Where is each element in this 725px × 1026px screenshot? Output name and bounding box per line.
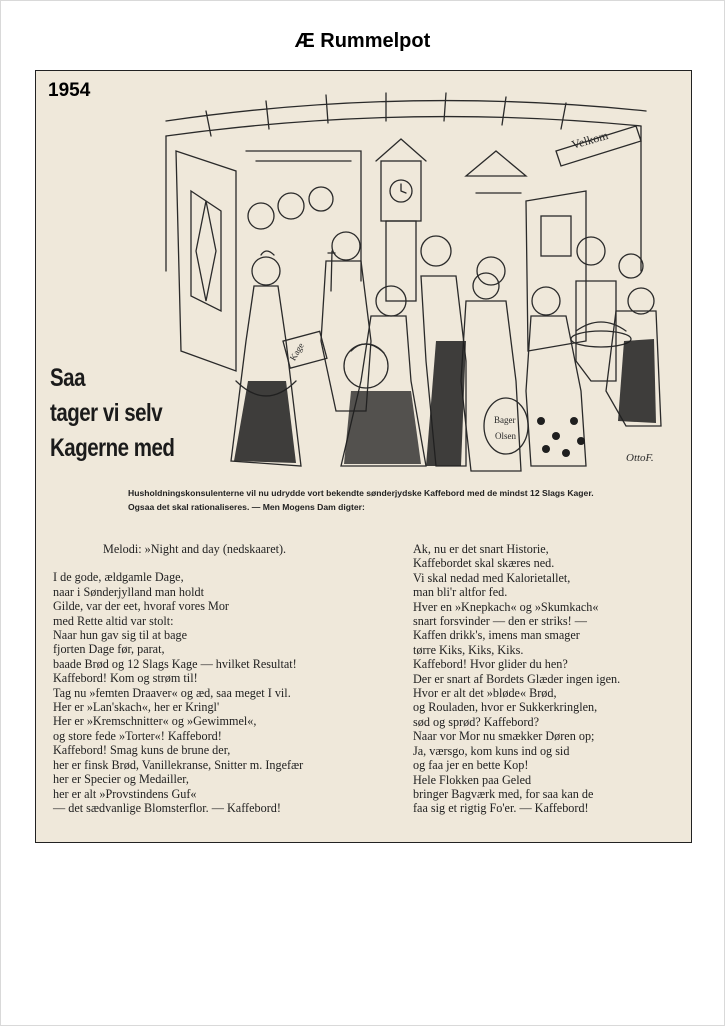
headline-line: tager vi selv xyxy=(50,399,163,427)
poem-line: her er Specier og Medailler, xyxy=(53,772,189,787)
poem-right-column xyxy=(413,542,620,816)
party-guests-illustration xyxy=(136,81,681,481)
poem-line: Kaffen drikk's, imens man smager xyxy=(413,628,580,643)
poem-line: med Rette altid var stolt: xyxy=(53,613,174,628)
poem-line: Her er »Lan'skach«, her er Kringl' xyxy=(53,700,220,715)
newspaper-clipping xyxy=(35,70,692,843)
poem-line: tørre Kiks, Kiks, Kiks. xyxy=(413,642,524,657)
poem-line: Ak, nu er det snart Historie, xyxy=(413,542,549,556)
bag-label-olsen: Olsen xyxy=(495,431,516,441)
poem-line: Kaffebord! Kom og strøm til! xyxy=(53,671,198,686)
poem-line: Der er snart af Bordets Glæder ingen igen. xyxy=(413,671,621,686)
page-title: Æ Rummelpot xyxy=(294,30,431,52)
poem-line: Ja, værsgo, kom kuns ind og sid xyxy=(413,743,570,758)
headline-line: Kagerne med xyxy=(50,434,175,462)
poem-line: her er finsk Brød, Vanillekranse, Snitter m. Ingefær xyxy=(53,757,304,772)
bag-label-bager: Bager xyxy=(494,415,516,425)
poem-line: Kaffebord! Smag kuns de brune der, xyxy=(53,743,231,758)
poem-line: Hele Flokken paa Geled xyxy=(413,772,532,787)
poem-line: baade Brød og 12 Slags Kage — hvilket Resultat! xyxy=(53,656,297,671)
poem-left-column xyxy=(53,542,303,815)
poem-line: man bli'r altfor fed. xyxy=(413,585,508,600)
year-label: 1954 xyxy=(48,80,91,101)
poem-line: Vi skal nedad med Kalorietallet, xyxy=(413,570,571,585)
poem-line: Kaffebordet skal skæres ned. xyxy=(413,556,555,571)
poem-line: Her er »Kremschnitter« og »Gewimmel«, xyxy=(53,714,257,729)
intro-text xyxy=(128,486,688,514)
poem-line: I de gode, ældgamle Dage, xyxy=(53,570,184,585)
intro-line: Ogsaa det skal rationaliseres. — Men Mogens Dam digter: xyxy=(128,502,365,512)
poem-line: faa sig et rigtig Fo'er. — Kaffebord! xyxy=(413,801,589,816)
poem-line: naar i Sønderjylland man holdt xyxy=(53,584,204,599)
poem-line: Tag nu »femten Draaver« og æd, saa meget I vil. xyxy=(53,685,291,700)
headline-line: Saa xyxy=(50,364,86,392)
poem-line: og faa jer en bette Kop! xyxy=(413,758,529,773)
poem-line: og store fede »Torter«! Kaffebord! xyxy=(53,728,222,743)
poem-line: Naar hun gav sig til at bage xyxy=(53,628,188,643)
poem-line: snart forsvinder — den er striks! — xyxy=(413,614,587,629)
poem-line: her er alt »Provstindens Guf« xyxy=(53,786,197,801)
poem-line: Kaffebord! Hvor glider du hen? xyxy=(413,657,568,672)
poem-line: Hver en »Knepkach« og »Skumkach« xyxy=(413,599,599,614)
poem-line: fjorten Dage før, parat, xyxy=(53,642,165,657)
cake-box-label: Kage xyxy=(287,340,306,363)
intro-line: Husholdningskonsulenterne vil nu udrydde vort bekendte sønderjydske Kaffebord med de mindst 12 Slags Kager. xyxy=(128,488,594,498)
melody-line: Melodi: »Night and day (nedskaaret). xyxy=(103,542,287,556)
poem-line: bringer Bagværk med, for saa kan de xyxy=(413,786,594,801)
headline xyxy=(50,361,198,466)
poem-line: — det sædvanlige Blomsterflor. — Kaffebord! xyxy=(53,800,281,815)
welcome-sign-text: Velkom xyxy=(569,128,610,152)
poem-line: Naar vor Mor nu smækker Døren op; xyxy=(413,729,595,744)
poem-line: og Rouladen, hvor er Sukkerkringlen, xyxy=(413,700,598,715)
poem-line: Hvor er alt det »bløde« Brød, xyxy=(413,686,557,701)
poem-line: Gilde, var der eet, hvoraf vores Mor xyxy=(53,599,229,614)
poem-line: sød og sprød? Kaffebord? xyxy=(413,714,540,729)
artist-signature: OttoF. xyxy=(626,452,654,464)
